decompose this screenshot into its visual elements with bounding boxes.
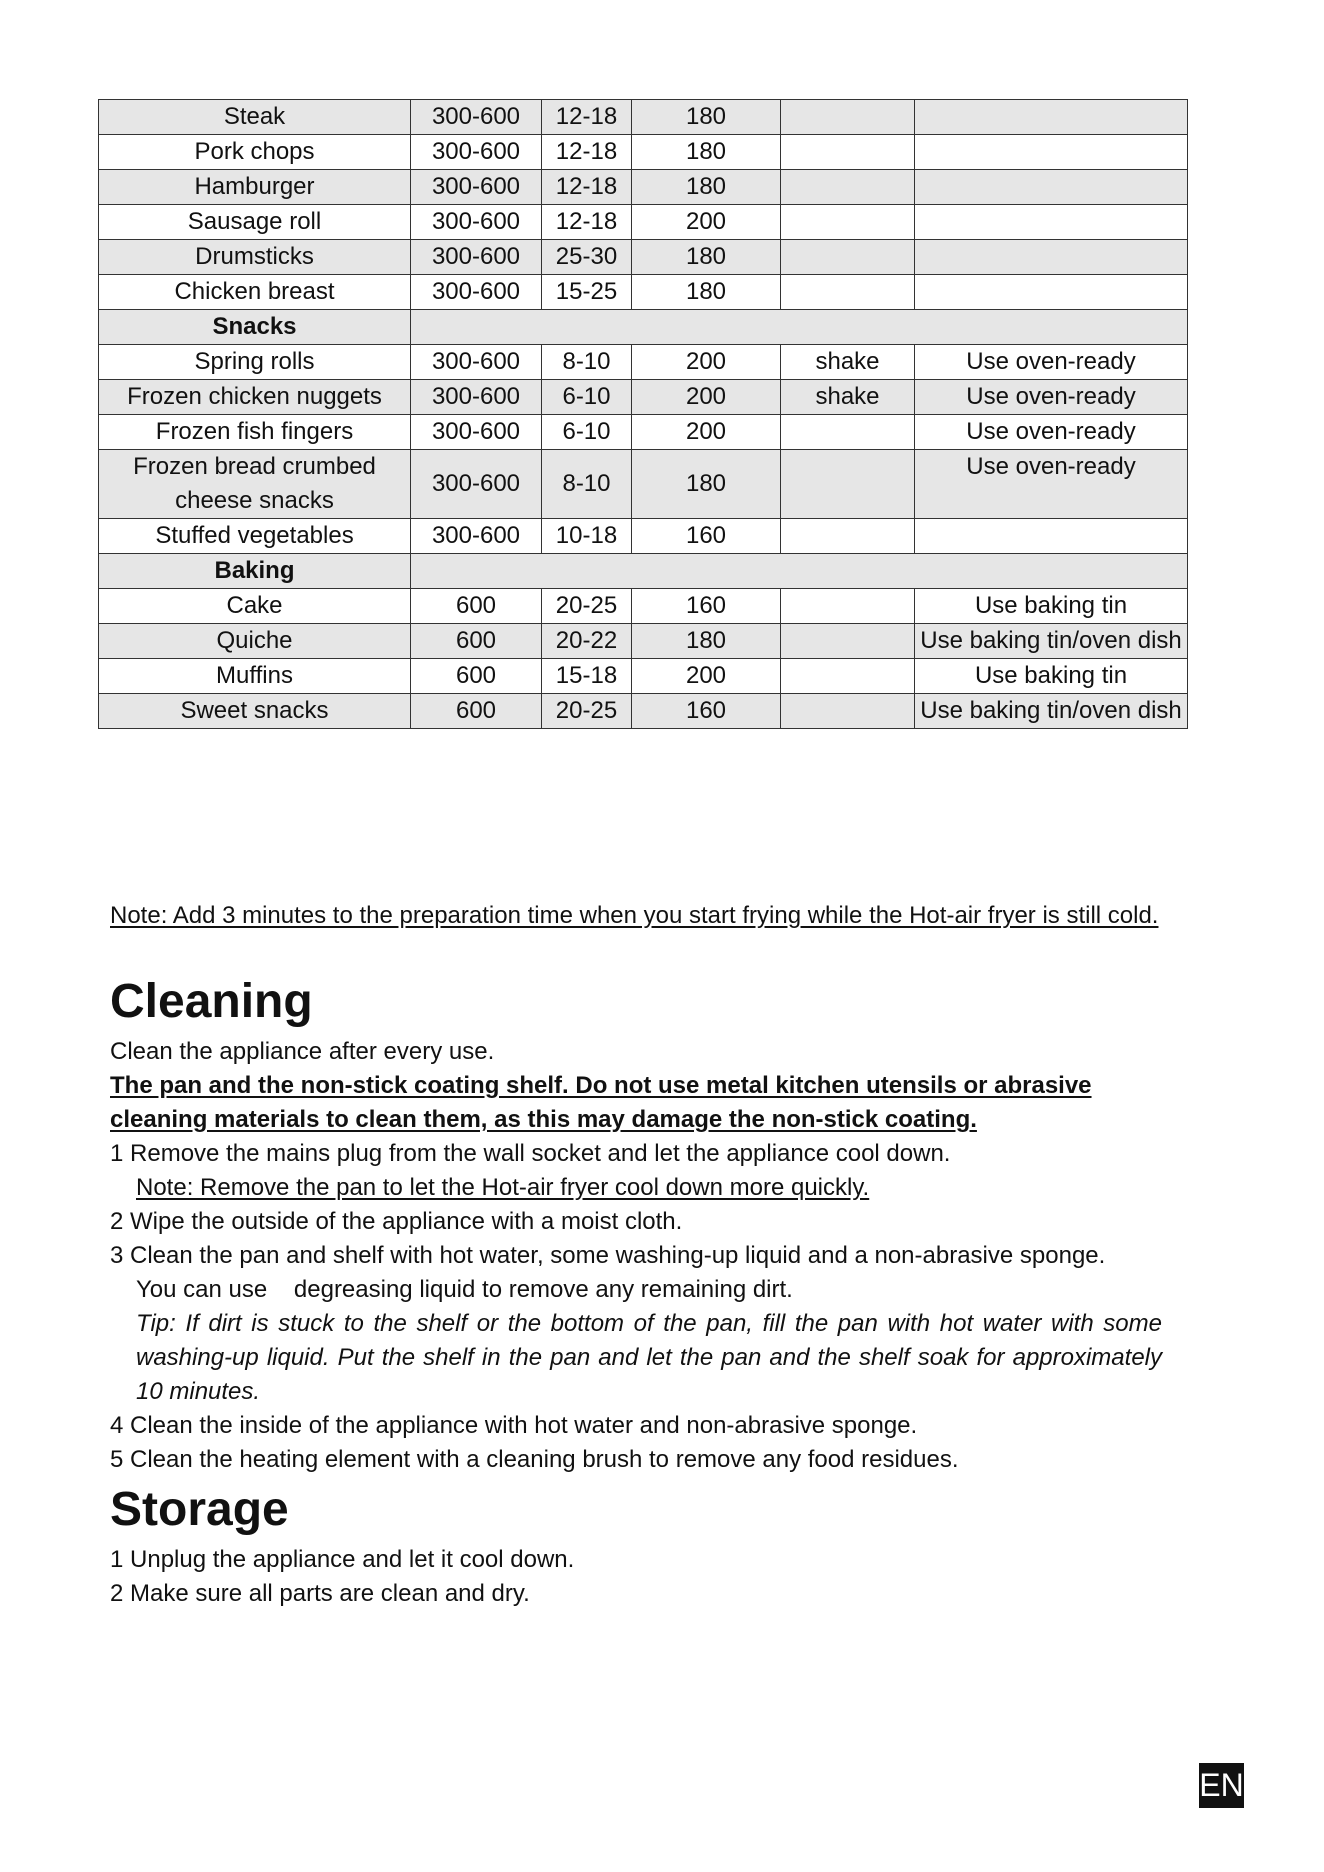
table-row xyxy=(99,275,1188,310)
temperature-cell: 200 xyxy=(632,659,781,694)
table-row xyxy=(99,450,1188,519)
shake-cell xyxy=(781,589,915,624)
food-cell: Drumsticks xyxy=(99,240,411,275)
amount-cell: 600 xyxy=(411,694,542,729)
time-cell: 12-18 xyxy=(542,205,632,240)
amount-cell: 600 xyxy=(411,659,542,694)
food-cell: Frozen fish fingers xyxy=(99,415,411,450)
temperature-cell: 160 xyxy=(632,694,781,729)
table-row xyxy=(99,659,1188,694)
category-spacer-cell xyxy=(411,310,1188,345)
food-cell: Muffins xyxy=(99,659,411,694)
tip-cell: Use baking tin/oven dish xyxy=(915,694,1188,729)
time-cell: 15-25 xyxy=(542,275,632,310)
cleaning-step-3-tip: Tip: If dirt is stuck to the shelf or the bottom of the pan, fill the pan with hot water with some washing-up liquid. Put the shelf in the pan and let the pan and the shelf soak for approximately 10 minutes. xyxy=(136,1310,1162,1405)
time-cell: 12-18 xyxy=(542,100,632,135)
cleaning-heading: Cleaning xyxy=(110,975,313,1028)
storage-heading: Storage xyxy=(110,1483,289,1536)
temperature-cell: 200 xyxy=(632,345,781,380)
tip-cell: Use baking tin xyxy=(915,589,1188,624)
food-cell: Steak xyxy=(99,100,411,135)
preheat-note: Note: Add 3 minutes to the preparation time when you start frying while the Hot-air fryer is still cold. xyxy=(110,902,1159,929)
tip-cell: Use oven-ready xyxy=(915,380,1188,415)
cleaning-step-4: 4 Clean the inside of the appliance with hot water and non-abrasive sponge. xyxy=(110,1412,918,1439)
cleaning-step-2: 2 Wipe the outside of the appliance with a moist cloth. xyxy=(110,1208,683,1235)
cooking-table xyxy=(98,99,1188,729)
food-cell: Sausage roll xyxy=(99,205,411,240)
shake-cell xyxy=(781,415,915,450)
tip-cell: Use baking tin xyxy=(915,659,1188,694)
cleaning-step-5: 5 Clean the heating element with a cleaning brush to remove any food residues. xyxy=(110,1446,959,1473)
tip-cell xyxy=(915,170,1188,205)
shake-cell xyxy=(781,519,915,554)
temperature-cell: 180 xyxy=(632,170,781,205)
food-cell: Pork chops xyxy=(99,135,411,170)
temperature-cell: 180 xyxy=(632,100,781,135)
shake-cell xyxy=(781,450,915,519)
temperature-cell: 180 xyxy=(632,275,781,310)
table-row xyxy=(99,205,1188,240)
time-cell: 20-22 xyxy=(542,624,632,659)
food-cell: Baking xyxy=(99,554,411,589)
cleaning-step-1: 1 Remove the mains plug from the wall socket and let the appliance cool down. xyxy=(110,1140,951,1167)
table-row xyxy=(99,345,1188,380)
time-cell: 6-10 xyxy=(542,415,632,450)
tip-cell: Use oven-ready xyxy=(915,345,1188,380)
amount-cell: 300-600 xyxy=(411,100,542,135)
table-row xyxy=(99,694,1188,729)
table-row xyxy=(99,100,1188,135)
time-cell: 20-25 xyxy=(542,694,632,729)
shake-cell xyxy=(781,624,915,659)
tip-cell xyxy=(915,205,1188,240)
food-cell: Sweet snacks xyxy=(99,694,411,729)
food-cell: Quiche xyxy=(99,624,411,659)
tip-cell xyxy=(915,100,1188,135)
amount-cell: 300-600 xyxy=(411,170,542,205)
tip-cell: Use baking tin/oven dish xyxy=(915,624,1188,659)
temperature-cell: 160 xyxy=(632,589,781,624)
shake-cell: shake xyxy=(781,380,915,415)
amount-cell: 300-600 xyxy=(411,450,542,519)
tip-cell xyxy=(915,135,1188,170)
table-row xyxy=(99,589,1188,624)
time-cell: 15-18 xyxy=(542,659,632,694)
language-badge: EN xyxy=(1199,1763,1244,1808)
temperature-cell: 180 xyxy=(632,135,781,170)
table-row xyxy=(99,380,1188,415)
cleaning-warning: The pan and the non-stick coating shelf. Do not use metal kitchen utensils or abrasive cleaning materials to clean them, as this may damage the non-stick coating. xyxy=(110,1072,1092,1133)
time-cell: 8-10 xyxy=(542,450,632,519)
table-row xyxy=(99,519,1188,554)
amount-cell: 600 xyxy=(411,589,542,624)
temperature-cell: 180 xyxy=(632,624,781,659)
food-cell: Snacks xyxy=(99,310,411,345)
temperature-cell: 160 xyxy=(632,519,781,554)
table-row xyxy=(99,415,1188,450)
food-cell: Frozen bread crumbed cheese snacks xyxy=(99,450,411,519)
shake-cell xyxy=(781,170,915,205)
shake-cell: shake xyxy=(781,345,915,380)
shake-cell xyxy=(781,275,915,310)
cleaning-step-1-note: Note: Remove the pan to let the Hot-air fryer cool down more quickly. xyxy=(136,1174,870,1201)
amount-cell: 300-600 xyxy=(411,380,542,415)
time-cell: 12-18 xyxy=(542,170,632,205)
amount-cell: 300-600 xyxy=(411,345,542,380)
tip-cell: Use oven-ready xyxy=(915,415,1188,450)
table-row xyxy=(99,135,1188,170)
amount-cell: 300-600 xyxy=(411,519,542,554)
storage-step-2: 2 Make sure all parts are clean and dry. xyxy=(110,1580,530,1607)
tip-cell xyxy=(915,240,1188,275)
temperature-cell: 200 xyxy=(632,380,781,415)
amount-cell: 300-600 xyxy=(411,135,542,170)
food-cell: Stuffed vegetables xyxy=(99,519,411,554)
temperature-cell: 200 xyxy=(632,205,781,240)
tip-cell xyxy=(915,519,1188,554)
cleaning-step-3: 3 Clean the pan and shelf with hot water, some washing-up liquid and a non-abrasive sponge. xyxy=(110,1242,1106,1269)
shake-cell xyxy=(781,205,915,240)
food-cell: Hamburger xyxy=(99,170,411,205)
time-cell: 20-25 xyxy=(542,589,632,624)
time-cell: 6-10 xyxy=(542,380,632,415)
amount-cell: 600 xyxy=(411,624,542,659)
amount-cell: 300-600 xyxy=(411,205,542,240)
table-row xyxy=(99,624,1188,659)
amount-cell: 300-600 xyxy=(411,415,542,450)
food-cell: Cake xyxy=(99,589,411,624)
time-cell: 25-30 xyxy=(542,240,632,275)
shake-cell xyxy=(781,659,915,694)
food-cell: Chicken breast xyxy=(99,275,411,310)
shake-cell xyxy=(781,240,915,275)
shake-cell xyxy=(781,135,915,170)
cleaning-intro: Clean the appliance after every use. xyxy=(110,1038,495,1065)
time-cell: 10-18 xyxy=(542,519,632,554)
tip-cell: Use oven-ready xyxy=(915,450,1188,519)
table-category-row xyxy=(99,554,1188,589)
category-spacer-cell xyxy=(411,554,1188,589)
cleaning-step-3-continued: You can use degreasing liquid to remove any remaining dirt. xyxy=(136,1276,793,1303)
table-category-row xyxy=(99,310,1188,345)
food-cell: Spring rolls xyxy=(99,345,411,380)
shake-cell xyxy=(781,694,915,729)
temperature-cell: 180 xyxy=(632,240,781,275)
tip-cell xyxy=(915,275,1188,310)
amount-cell: 300-600 xyxy=(411,240,542,275)
temperature-cell: 180 xyxy=(632,450,781,519)
shake-cell xyxy=(781,100,915,135)
storage-step-1: 1 Unplug the appliance and let it cool down. xyxy=(110,1546,575,1573)
time-cell: 8-10 xyxy=(542,345,632,380)
temperature-cell: 200 xyxy=(632,415,781,450)
amount-cell: 300-600 xyxy=(411,275,542,310)
table-row xyxy=(99,170,1188,205)
food-cell: Frozen chicken nuggets xyxy=(99,380,411,415)
table-row xyxy=(99,240,1188,275)
time-cell: 12-18 xyxy=(542,135,632,170)
